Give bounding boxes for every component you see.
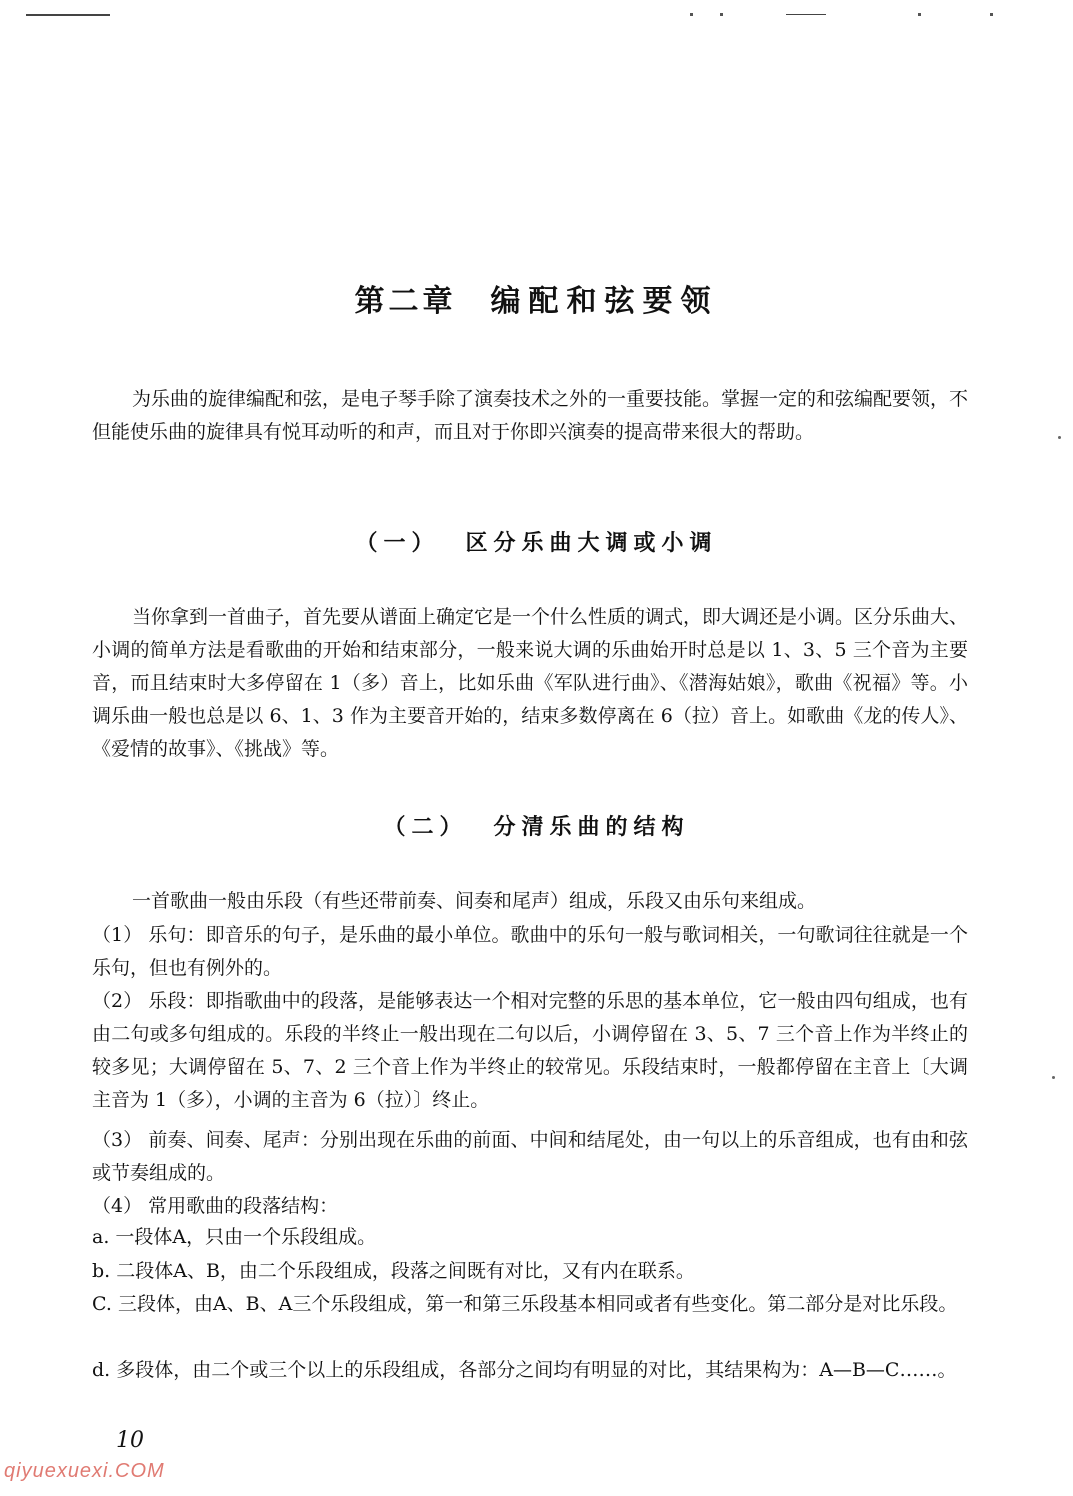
chapter-name: 编配和弦要领 (490, 284, 719, 319)
section-1-number: （一） (355, 530, 440, 556)
scan-mark (720, 13, 723, 16)
scan-line (26, 14, 110, 16)
section-1-body: 当你拿到一首曲子，首先要从谱面上确定它是一个什么性质的调式，即大调还是小调。区分乐曲大、小调的简单方法是看歌曲的开始和结束部分，一般来说大调的乐曲始开时总是以 1、3、5 三个音为主要音，而且结束时大多停留在 1（多）音上，比如乐曲《军队进行曲》、《潜海姑娘》，歌曲《祝福》等。小调乐曲一般也总是以 6、1、3 作为主要音开始的，结束多数停离在 6（拉）音上。如歌曲《龙的传人》、《爱情的故事》、《挑战》等。 (92, 606, 969, 760)
section-2-title: 分清乐曲的结构 (493, 814, 690, 840)
list-item: （1） 乐句：即音乐的句子，是乐曲的最小单位。歌曲中的乐句一般与歌词相关，一句歌词往往就是一个乐句，但也有例外的。 (92, 924, 968, 979)
list-item: （3） 前奏、间奏、尾声：分别出现在乐曲的前面、中间和结尾处，由一句以上的乐音组成，也有由和弦或节奏组成的。 (92, 1129, 968, 1184)
section-1-heading (0, 526, 1073, 557)
chapter-title (0, 276, 1073, 320)
scan-mark (918, 13, 921, 16)
scan-line (786, 14, 826, 15)
list-item: a. 一段体A，只由一个乐段组成。 (92, 1226, 377, 1248)
intro-paragraph: 为乐曲的旋律编配和弦，是电子琴手除了演奏技术之外的一重要技能。掌握一定的和弦编配要领，不但能使乐曲的旋律具有悦耳动听的和声，而且对于你即兴演奏的提高带来很大的帮助。 (92, 388, 969, 443)
scan-mark (690, 13, 693, 16)
list-item: （4） 常用歌曲的段落结构： (92, 1195, 339, 1217)
chapter-number: 第二章 (354, 284, 457, 319)
section-2-number: （二） (383, 814, 468, 840)
list-item: d. 多段体，由二个或三个以上的乐段组成，各部分之间均有明显的对比，其结果构为：A—B—C……。 (92, 1359, 957, 1381)
section-1-title: 区分乐曲大调或小调 (465, 530, 718, 556)
page-number: 10 (116, 1428, 144, 1453)
scan-speck (1052, 1076, 1055, 1079)
site-watermark: qiyuexuexi.COM (4, 1460, 165, 1482)
list-item: C. 三段体，由A、B、A三个乐段组成，第一和第三乐段基本相同或者有些变化。第二部分是对比乐段。 (92, 1293, 958, 1315)
section-2-heading (0, 810, 1073, 841)
list-item: （2） 乐段：即指歌曲中的段落，是能够表达一个相对完整的乐思的基本单位，它一般由四句组成，也有由二句或多句组成的。乐段的半终止一般出现在二句以后，小调停留在 3、5、7 三个音上作为半终止的较多见；大调停留在 5、7、2 三个音上作为半终止的较常见。乐段结束时，一般都停留在主音上〔大调主音为 1（多），小调的主音为 6（拉）〕终止。 (92, 990, 968, 1111)
scan-mark (990, 13, 993, 16)
scan-speck (1058, 436, 1061, 439)
list-item: b. 二段体A、B，由二个乐段组成，段落之间既有对比，又有内在联系。 (92, 1260, 695, 1282)
section-2-intro: 一首歌曲一般由乐段（有些还带前奏、间奏和尾声）组成，乐段又由乐句来组成。 (132, 890, 817, 912)
